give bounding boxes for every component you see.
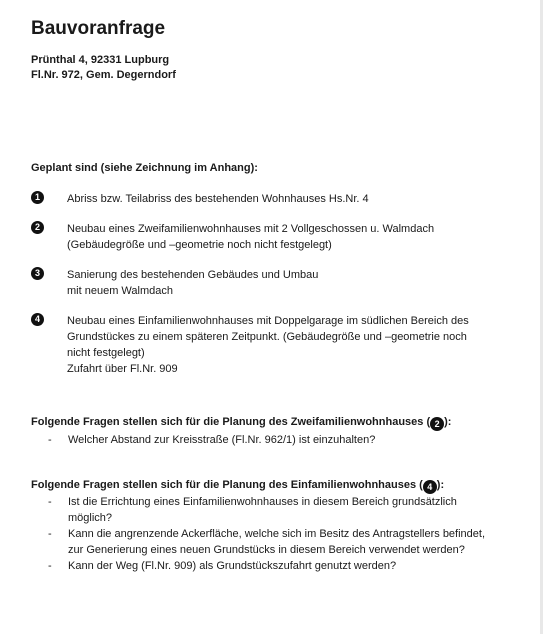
address-line-2: Fl.Nr. 972, Gem. Degerndorf bbox=[31, 69, 176, 81]
item-line: Neubau eines Einfamilienwohnhauses mit Doppelgarage im südlichen Bereich des bbox=[67, 315, 469, 327]
document-title: Bauvoranfrage bbox=[31, 18, 166, 39]
item-line: Abriss bzw. Teilabriss des bestehenden Wohnhauses Hs.Nr. 4 bbox=[67, 193, 369, 205]
list-item: - Kann die angrenzende Ackerfläche, welche sich im Besitz des Antragstellers befindet, zur Generierung eines neuen Grundstücks in diesem Bereich verwendet werden? bbox=[48, 528, 486, 556]
questions-zweifamilien-heading: Folgende Fragen stellen sich für die Planung des Zweifamilienwohnhauses ( 2 ): bbox=[31, 416, 452, 429]
number-badge-icon: 4 bbox=[31, 313, 44, 326]
questions-einfamilien-heading: Folgende Fragen stellen sich für die Planung des Einfamilienwohnhauses ( 4 ): bbox=[31, 479, 445, 492]
planned-item-3 bbox=[31, 267, 501, 299]
item-line: mit neuem Walmdach bbox=[67, 285, 173, 297]
questions-zweifamilien-list bbox=[48, 432, 518, 448]
list-item: - Ist die Errichtung eines Einfamilienwohnhauses in diesem Bereich grundsätzlich möglich? bbox=[48, 496, 457, 524]
item-line: (Gebäudegröße und –geometrie noch nicht festgelegt) bbox=[67, 239, 332, 251]
item-line: Sanierung des bestehenden Gebäudes und Umbau bbox=[67, 269, 319, 281]
number-badge-icon: 1 bbox=[31, 191, 44, 204]
item-line: Neubau eines Zweifamilienwohnhauses mit 2 Vollgeschossen u. Walmdach bbox=[67, 223, 435, 235]
address-line-1: Prünthal 4, 92331 Lupburg bbox=[31, 54, 170, 66]
planned-heading: Geplant sind (siehe Zeichnung im Anhang): bbox=[31, 162, 258, 174]
list-item: - Welcher Abstand zur Kreisstraße (Fl.Nr. 962/1) ist einzuhalten? bbox=[48, 434, 376, 446]
questions-einfamilien-list bbox=[48, 494, 518, 574]
planned-item-1 bbox=[31, 191, 501, 207]
list-item: - Kann der Weg (Fl.Nr. 909) als Grundstückszufahrt genutzt werden? bbox=[48, 560, 397, 572]
number-badge-icon: 3 bbox=[31, 267, 44, 280]
number-badge-icon: 2 bbox=[31, 221, 44, 234]
planned-item-2 bbox=[31, 221, 501, 253]
item-line: Zufahrt über Fl.Nr. 909 bbox=[67, 363, 178, 375]
number-badge-icon: 2 bbox=[430, 417, 444, 431]
item-line: nicht festgelegt) bbox=[67, 347, 145, 359]
planned-item-4 bbox=[31, 313, 501, 377]
item-line: Grundstückes zu einem späteren Zeitpunkt. (Gebäudegröße und –geometrie noch bbox=[67, 331, 467, 343]
number-badge-icon: 4 bbox=[423, 480, 437, 494]
